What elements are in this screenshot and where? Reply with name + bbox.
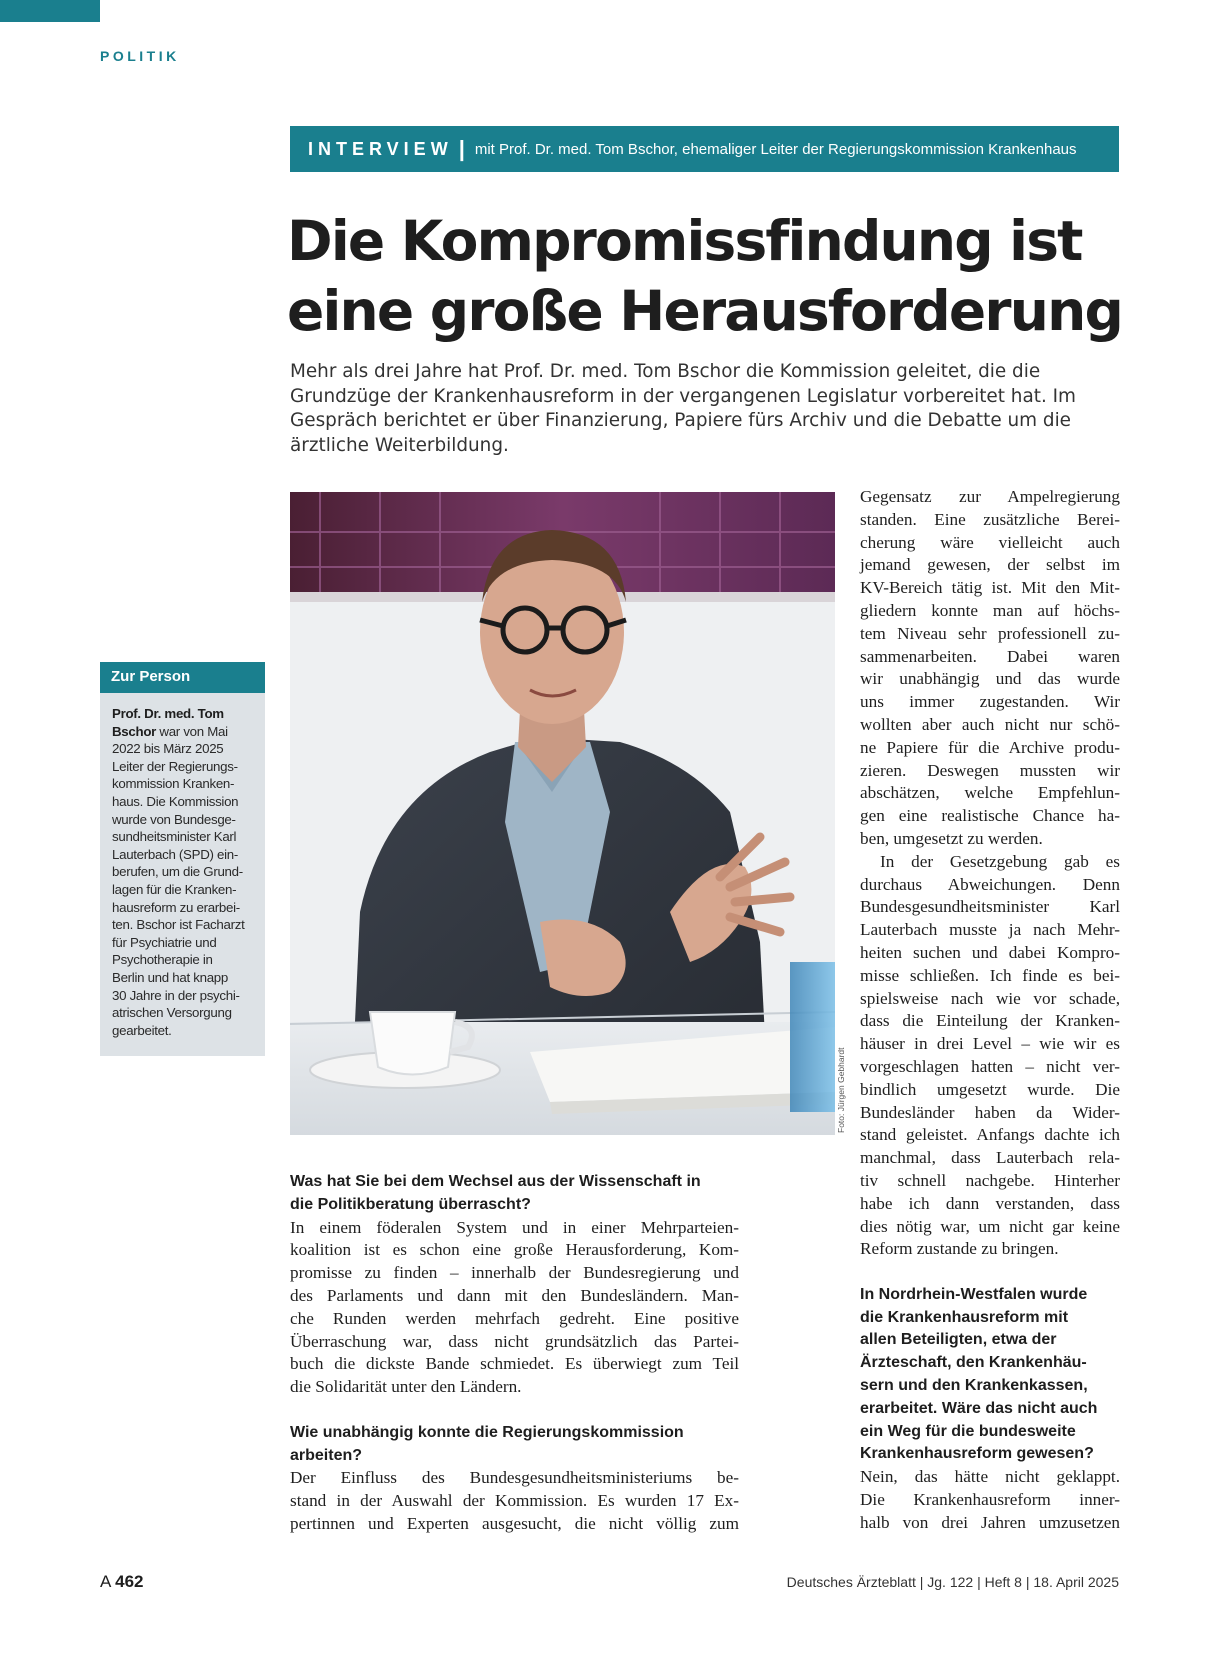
person-line (112, 723, 257, 741)
answer-line: Reform zustande zu bringen. (860, 1239, 1059, 1259)
answer-line: heiten suchen und dabei Kompro- (860, 942, 1120, 962)
photo-credit (836, 1047, 848, 1133)
answer-line: koalition ist es schon eine große Herausforderung, Kom- (290, 1240, 739, 1260)
answer-line: Bundesgesundheitsminister Karl (860, 897, 1120, 917)
person-line: wurde von Bundesge- (112, 811, 236, 827)
interview-photo (290, 492, 835, 1135)
person-name-bold: Prof. Dr. med. Tom (112, 706, 224, 721)
answer-line: stand in der Auswahl der Kommission. Es wurden 17 Ex- (290, 1491, 739, 1511)
person-line: 30 Jahre in der psychi- (112, 987, 240, 1003)
answer-line: In der Gesetzgebung gab es (880, 851, 1120, 871)
question-line: erarbeitet. Wäre das nicht auch (860, 1399, 1098, 1417)
article-column-middle (290, 1171, 739, 1536)
answer-line: buch die dickste Bande schmiedet. Es überwiegt zum Teil (290, 1354, 739, 1374)
answer-line: ben, umgesetzt zu werden. (860, 828, 1043, 848)
corner-accent-bar (0, 0, 100, 22)
question-line: In Nordrhein-Westfalen wurde (860, 1285, 1088, 1303)
section-label: POLITIK (100, 48, 180, 64)
paragraph-gap (290, 1399, 739, 1422)
answer-line: zieren. Deswegen mussten wir (860, 760, 1120, 780)
question-line: ein Weg für die bundesweite (860, 1422, 1076, 1440)
answer-line: stand geleistet. Anfangs dachte ich (860, 1125, 1120, 1145)
person-line: atrischen Versorgung (112, 1005, 232, 1021)
journal-citation: Deutsches Ärzteblatt | Jg. 122 | Heft 8 | 18. April 2025 (786, 1574, 1119, 1590)
answer-line: pertinnen und Experten ausgesucht, die nicht völlig zum (290, 1513, 739, 1533)
interview-banner (290, 126, 1119, 172)
answer-line: promisse zu finden – innerhalb der Bundesregierung und (290, 1263, 739, 1283)
person-line: berufen, um die Grund- (112, 864, 243, 880)
article-column-right (860, 486, 1120, 1535)
banner-separator: | (458, 136, 465, 161)
question-line: arbeiten? (290, 1446, 363, 1464)
answer-line: wollten aber auch nicht nur schö- (860, 714, 1120, 734)
answer-line: habe ich dann verstanden, dass (860, 1193, 1120, 1213)
question-line: Was hat Sie bei dem Wechsel aus der Wissenschaft in (290, 1173, 701, 1190)
answer-line: standen. Eine zusätzliche Berei- (860, 509, 1120, 529)
page-number (100, 1572, 144, 1592)
answer-line: uns immer zugestanden. Wir (860, 692, 1120, 712)
answer-line: jemand gewesen, der selbst im (860, 555, 1120, 575)
answer-line: Bundesländer haben da Wider- (860, 1102, 1120, 1122)
person-line: kommission Kranken- (112, 776, 235, 792)
question-line: sern und den Krankenkassen, (860, 1377, 1088, 1395)
answer-line: Nein, das hätte nicht geklappt. (860, 1467, 1120, 1487)
answer-line: tiv schnell nachgebe. Hinterher (860, 1170, 1120, 1190)
answer-line: sammenarbeiten. Dabei waren (860, 646, 1120, 666)
answer-line: Die Krankenhausreform inner- (860, 1490, 1120, 1510)
answer-line: des Parlaments und dann mit den Bundesländern. Man- (290, 1285, 739, 1305)
person-box-title: Zur Person (100, 662, 265, 693)
person-line: Leiter der Regierungs- (112, 758, 238, 774)
zur-person-box (100, 662, 265, 1056)
answer-line: che Runden werden mehrfach gedreht. Eine positive (290, 1308, 739, 1328)
question-line: allen Beteiligten, etwa der (860, 1331, 1057, 1349)
answer-line: gen eine realistische Chance ha- (860, 806, 1120, 826)
person-line: haus. Die Kommission (112, 793, 239, 809)
answer-line: halb von drei Jahren umzusetzen (860, 1512, 1120, 1532)
answer-line: durchaus Abweichungen. Denn (860, 874, 1120, 894)
paragraph-gap (860, 1261, 1120, 1284)
answer-line: manchmal, dass Lauterbach rela- (860, 1148, 1120, 1168)
answer-line: wir unabhängig und das wurde (860, 669, 1120, 689)
question-line: die Politikberatung überrascht? (290, 1195, 531, 1213)
answer-line: dass die Einteilung der Kranken- (860, 1011, 1120, 1031)
answer-line: KV-Bereich tätig ist. Mit den Mit- (860, 578, 1120, 598)
question-line: Krankenhausreform gewesen? (860, 1445, 1094, 1463)
article-headline (287, 206, 1127, 346)
person-line (112, 705, 257, 723)
answer-line: bindlich umgesetzt wurde. Die (860, 1079, 1120, 1099)
answer-line: ne Papiere für die Archive produ- (860, 737, 1120, 757)
answer-line: häuser in drei Level – wie wir es (860, 1034, 1120, 1054)
banner-tag: INTERVIEW (308, 138, 453, 159)
answer-line: Der Einfluss des Bundesgesundheitsministeriums be- (290, 1468, 739, 1488)
person-line: ten. Bschor ist Facharzt (112, 917, 245, 933)
person-line: lagen für die Kranken- (112, 881, 237, 897)
person-line: Lauterbach (SPD) ein- (112, 846, 238, 862)
answer-line: Lauterbach musste ja nach Mehr- (860, 920, 1120, 940)
answer-line: cherung wäre vielleicht auch (860, 532, 1120, 552)
page-number-value: 462 (115, 1572, 144, 1591)
answer-line: Gegensatz zur Ampelregierung (860, 487, 1120, 506)
question-line: die Krankenhausreform mit (860, 1308, 1069, 1326)
answer-line: tem Niveau sehr professionell zu- (860, 623, 1120, 643)
person-line-text: war von Mai (156, 723, 228, 739)
page-prefix: A (100, 1572, 111, 1591)
answer-line: die Solidarität unter den Ländern. (290, 1377, 522, 1397)
headline-line-1: Die Kompromissfindung ist (287, 209, 1082, 273)
answer-line: In einem föderalen System und in einer Mehrparteien- (290, 1217, 739, 1237)
person-line: Berlin und hat knapp (112, 969, 228, 985)
portrait-illustration (290, 492, 835, 1135)
person-line: Psychotherapie in (112, 952, 213, 968)
person-line: 2022 bis März 2025 (112, 741, 224, 757)
article-lede: Mehr als drei Jahre hat Prof. Dr. med. Tom Bschor die Kommission geleitet, die die Grundzüge der Krankenhausreform in der vergangenen Legislatur vorbereitet hat. Im Gespräch berichtet er über Finanzierung, Papiere fürs Archiv und die Debatte um die ärztliche Weiterbildung. (290, 361, 1076, 456)
person-name-bold: Bschor (112, 723, 157, 739)
answer-line: abschätzen, welche Empfehlun- (860, 783, 1120, 803)
headline-line-2: eine große Herausforderung (287, 279, 1123, 343)
answer-line: Überraschung war, dass nicht grundsätzlich das Partei- (290, 1331, 739, 1351)
question-line: Ärzteschaft, den Krankenhäu- (860, 1354, 1087, 1372)
person-box-body (100, 693, 265, 1039)
answer-line: misse schließen. Ich finde es bei- (860, 965, 1120, 985)
banner-subtitle: mit Prof. Dr. med. Tom Bschor, ehemaliger Leiter der Regierungskommission Krankenhaus (474, 140, 1077, 158)
person-line: gearbeitet. (112, 1022, 172, 1038)
photo-credit-text: Foto: Jürgen Gebhardt (836, 1047, 846, 1133)
person-line: hausreform zu erarbei- (112, 899, 240, 915)
person-line: sundheitsminister Karl (112, 829, 237, 845)
answer-line: dies nötig war, um nicht gar keine (860, 1216, 1120, 1236)
answer-line: spielsweise nach wie vor schade, (860, 988, 1120, 1008)
answer-line: vorgeschlagen hatten – nicht ver- (860, 1056, 1120, 1076)
answer-line: gliedern konnte man auf höchs- (860, 600, 1120, 620)
question-line: Wie unabhängig konnte die Regierungskommission (290, 1423, 684, 1441)
person-line: für Psychiatrie und (112, 934, 217, 950)
